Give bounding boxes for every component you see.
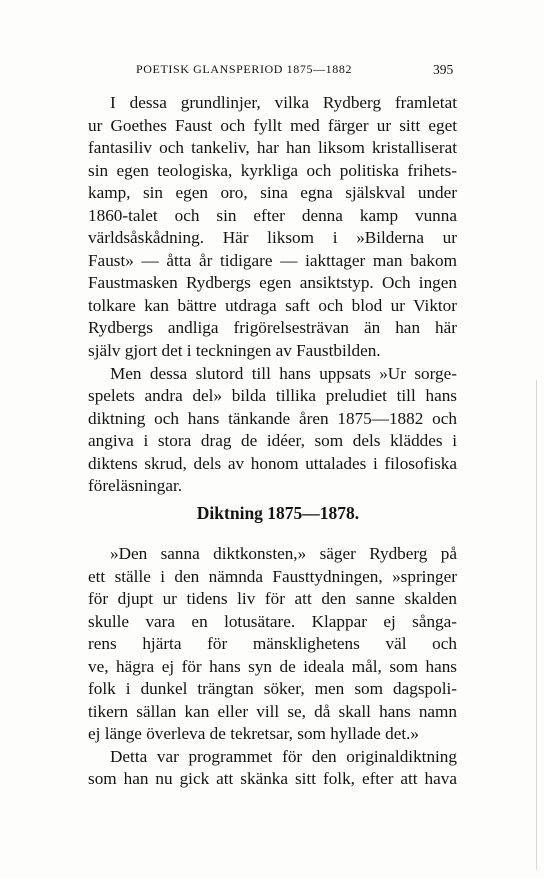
text-line: Detta var programmet för den originaldiktning <box>110 746 457 766</box>
text-line: kamp, sin egen oro, sina egna själskval under <box>88 183 457 203</box>
text-line: Faust» — åtta år tidigare — iakttager man bakom <box>88 250 457 270</box>
text-line: folk i dunkel trängtan söker, men som dagspoli- <box>88 679 457 699</box>
text-line: 1860-talet och sin efter denna kamp vunna <box>88 205 457 225</box>
page-number: 395 <box>433 62 454 77</box>
text-line: själv gjort det i teckningen av Faustbilden. <box>88 341 381 361</box>
text-line: skulle vara en lotusätare. Klappar ej sånga- <box>88 611 457 631</box>
text-line: sin egen teologiska, kyrkliga och politiska frihets- <box>88 160 457 180</box>
text-line: Faustmasken Rydbergs egen ansiktstyp. Och ingen <box>88 273 457 293</box>
text-line: ve, hägra ej för hans syn de ideala mål, som hans <box>88 656 457 676</box>
text-line: tikern sällan kan eller vill se, då skall hans namn <box>88 701 457 721</box>
section-heading: Diktning 1875—1878. <box>196 503 360 523</box>
page-header <box>0 62 544 82</box>
text-line: Rydbergs andliga frigörelsesträvan än han här <box>88 318 457 338</box>
text-line: angiva i stora drag de idéer, som dels kläddes i <box>88 431 457 451</box>
text-line: för djupt ur tidens liv för att den sanne skalden <box>88 589 457 609</box>
running-head: POETISK GLANSPERIOD 1875—1882 <box>136 62 353 76</box>
text-line: tolkare kan bättre utdraga saft och blod ur Viktor <box>88 295 457 315</box>
text-line: »Den sanna diktkonsten,» säger Rydberg på <box>110 544 457 563</box>
text-line: diktning och hans tänkande åren 1875—1882 och <box>88 408 457 428</box>
page-edge-shadow <box>536 380 537 870</box>
text-line: som han nu gick att skänka sitt folk, efter att hava <box>88 769 457 789</box>
text-line: ett ställe i den nämnda Fausttydningen, »springer <box>88 566 457 586</box>
text-line: rens hjärta för mänsklighetens väl och <box>88 634 457 654</box>
body-text-top <box>88 92 457 498</box>
text-line: ej länge överleva de tekretsar, som hyllade det.» <box>88 724 419 744</box>
text-line: Men dessa slutord till hans uppsats »Ur sorge- <box>110 363 457 383</box>
text-line: föreläsningar. <box>88 476 183 496</box>
text-line: fantasiliv och tankeliv, har han liksom kristalliserat <box>88 138 457 158</box>
text-line: diktens skrud, dels av honom uttalades i filosofiska <box>88 453 457 473</box>
text-line: I dessa grundlinjer, vilka Rydberg framletat <box>110 93 457 112</box>
text-line: världsåskådning. Här liksom i »Bilderna ur <box>88 228 457 248</box>
text-line: ur Goethes Faust och fyllt med färger ur sitt eget <box>88 115 457 135</box>
body-text-bottom <box>88 543 457 791</box>
text-line: spelets andra del» bilda tillika preludiet till hans <box>88 386 457 406</box>
